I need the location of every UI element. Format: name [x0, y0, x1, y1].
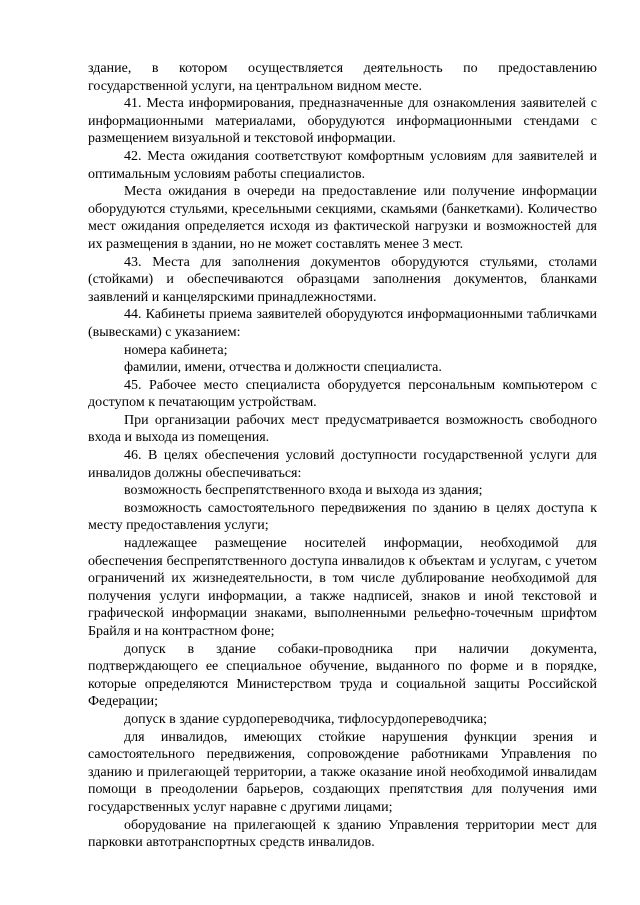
paragraph: допуск в здание собаки-проводника при наличии документа, подтверждающего ее специальное обучение, выданного по форме и в порядке, которые определяются Министерством труда и социальной защиты Российской Федерации;: [88, 641, 597, 710]
paragraph: допуск в здание сурдопереводчика, тифлосурдопереводчика;: [124, 711, 488, 727]
paragraph: возможность самостоятельного передвижения по зданию в целях доступа к месту предоставления услуги;: [88, 500, 597, 534]
paragraph: возможность беспрепятственного входа и выхода из здания;: [124, 483, 483, 499]
paragraph: надлежащее размещение носителей информации, необходимой для обеспечения беспрепятственного доступа инвалидов к объектам и услугам, с учетом ограничений их жизнедеятельности, в том числе дублирование необходимой для получения услуги информации, а также надписей, знаков и иной текстовой и графической информации знаками, выполненными рельефно-точечным шрифтом Брайля и на контрастном фоне;: [88, 536, 597, 639]
paragraph: 41. Места информирования, предназначенные для ознакомления заявителей с информационными материалами, оборудуются информационными стендами с размещением визуальной и текстовой информации.: [88, 96, 597, 147]
paragraph: 43. Места для заполнения документов оборудуются стульями, столами (стойками) и обеспечиваются образцами заполнения документов, бланками заявлений и канцелярскими принадлежностями.: [88, 254, 597, 305]
paragraph: 45. Рабочее место специалиста оборудуется персональным компьютером с доступом к печатающим устройствам.: [88, 377, 597, 411]
paragraph: здание, в котором осуществляется деятельность по предоставлению государственной услуги, на центральном видном месте.: [88, 61, 597, 94]
paragraph: для инвалидов, имеющих стойкие нарушения функции зрения и самостоятельного передвижения, сопровождение работниками Управления по зданию и прилегающей территории, а также оказание иной необходимой инвалидам помощи в преодолении барьеров, создающих препятствия для получения ими государственных услуг наравне с другими лицами;: [88, 729, 597, 815]
paragraph: 46. В целях обеспечения условий доступности государственной услуги для инвалидов должны обеспечиваться:: [88, 448, 597, 481]
document-page: [88, 60, 597, 852]
paragraph: фамилии, имени, отчества и должности специалиста.: [124, 360, 442, 376]
paragraph: оборудование на прилегающей к зданию Управления территории мест для парковки автотранспортных средств инвалидов.: [88, 817, 597, 851]
paragraph: номера кабинета;: [124, 342, 228, 358]
paragraph: Места ожидания в очереди на предоставление или получение информации оборудуются стульями, кресельными секциями, скамьями (банкетками). Количество мест ожидания определяется исходя из фактической нагрузки и возможностей для их размещения в здании, но не может составлять менее 3 мест.: [88, 184, 597, 252]
paragraph: 42. Места ожидания соответствуют комфортным условиям для заявителей и оптимальным условиям работы специалистов.: [88, 148, 597, 182]
paragraph: 44. Кабинеты приема заявителей оборудуются информационными табличками (вывесками) с указанием:: [88, 307, 597, 340]
paragraph: При организации рабочих мест предусматривается возможность свободного входа и выхода из помещения.: [88, 412, 597, 446]
